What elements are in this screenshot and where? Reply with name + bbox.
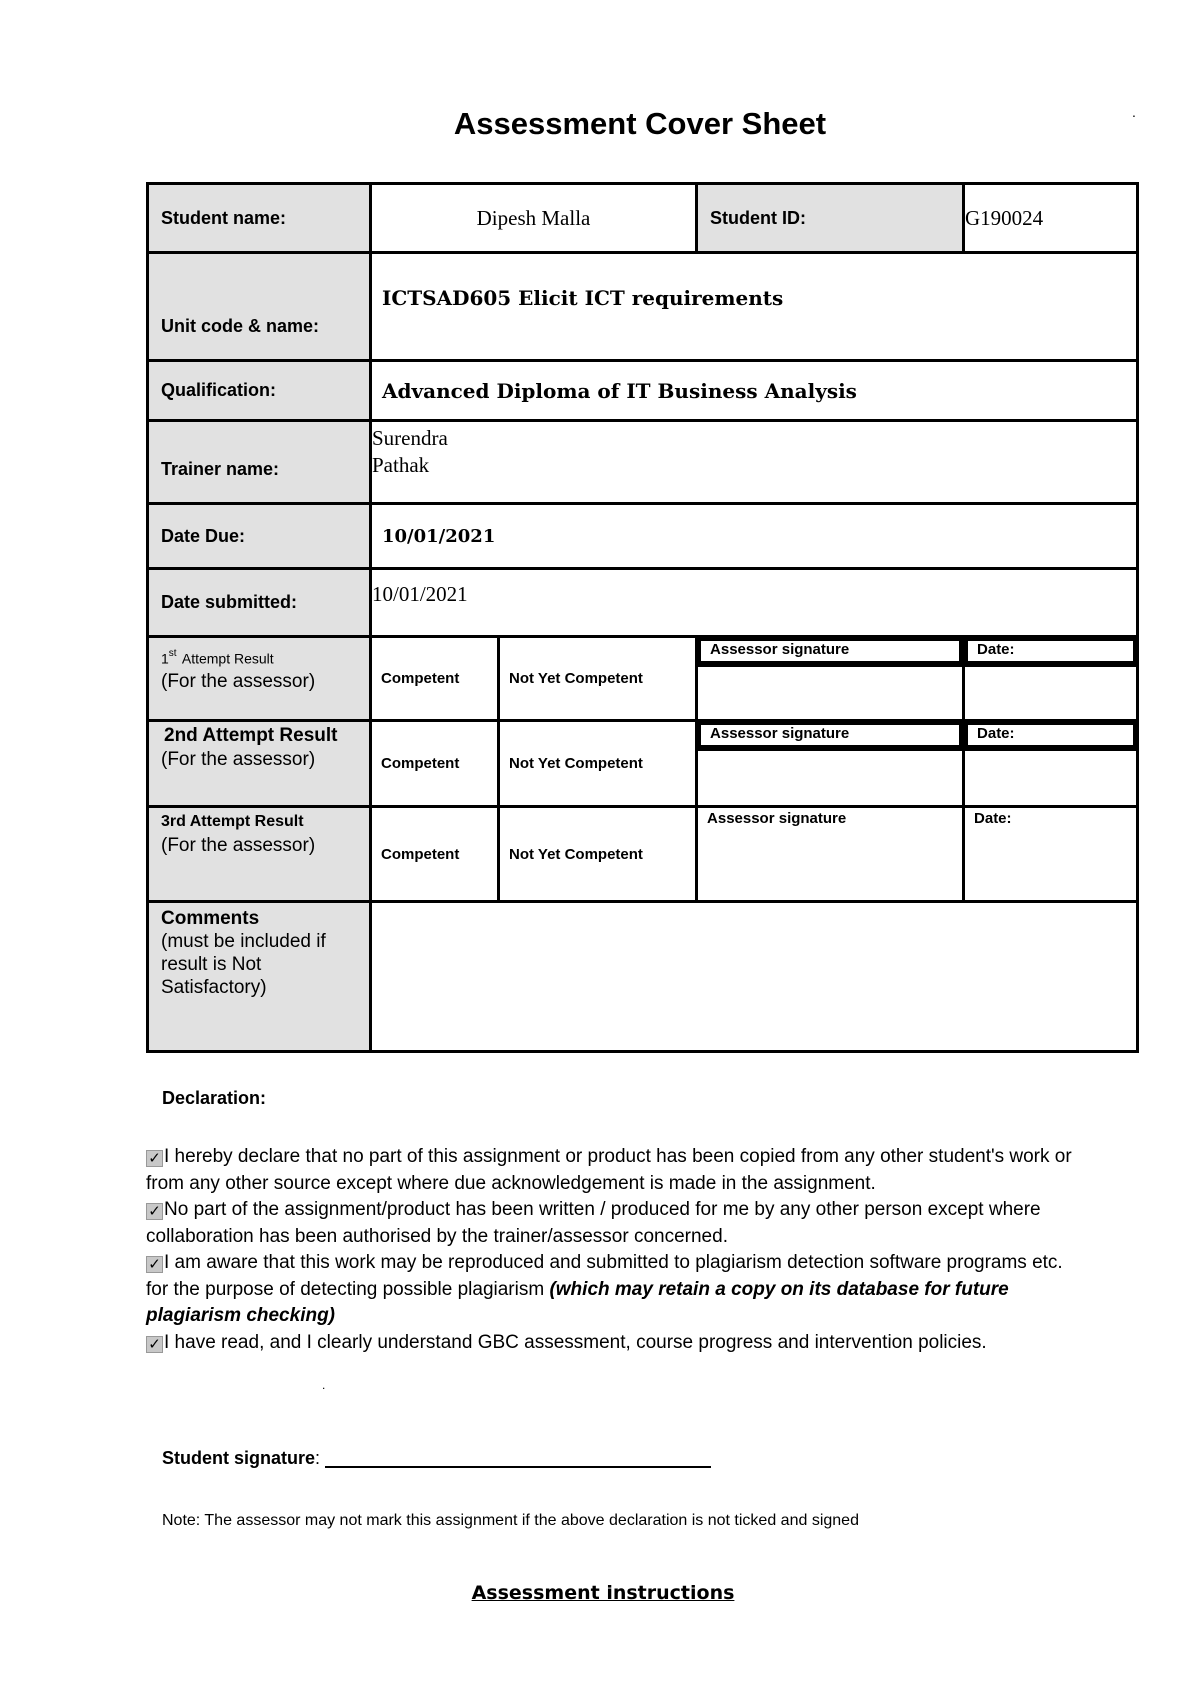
row-unit [148, 253, 1138, 361]
date-submitted-label: Date submitted: [148, 569, 371, 637]
attempt-3-sub: (For the assessor) [161, 835, 316, 856]
trainer-first-name: Surendra [372, 426, 448, 450]
student-name-value[interactable]: Dipesh Malla [371, 184, 697, 253]
attempt-2-signature-label: Assessor signature [700, 724, 961, 747]
attempt-3-competent[interactable]: Competent [371, 807, 499, 902]
attempt-1-sub: (For the assessor) [161, 671, 316, 693]
row-date-due [148, 504, 1138, 569]
row-attempt-1 [148, 637, 1138, 721]
date-submitted-value[interactable]: 10/01/2021 [371, 569, 1138, 637]
checkbox-icon[interactable]: ✓ [146, 1203, 163, 1220]
row-student [148, 184, 1138, 253]
declaration-heading: Declaration: [162, 1088, 267, 1108]
attempt-1-signature-field[interactable] [700, 663, 961, 666]
row-date-submitted [148, 569, 1138, 637]
student-signature-colon: : [315, 1448, 326, 1468]
attempt-2-competent[interactable]: Competent [371, 721, 499, 807]
trainer-last-name: Pathak [372, 453, 430, 477]
comments-note-1: (must be included if [161, 931, 326, 952]
declaration-text-2: No part of the assignment/product has been written / produced for me by any other person except where collaboration has been authorised by the trainer/assessor concerned. [146, 1199, 1041, 1247]
attempt-2-date-field[interactable] [967, 747, 1135, 750]
attempt-1-number: 1 [161, 650, 169, 667]
student-signature [162, 1448, 711, 1469]
row-attempt-3 [148, 807, 1138, 902]
attempt-1-label [148, 637, 371, 721]
comments-note-2: result is Not [161, 954, 262, 975]
row-trainer [148, 421, 1138, 504]
student-signature-label: Student signature [162, 1448, 316, 1468]
attempt-2-date-cell [964, 721, 1138, 807]
student-id-label-text: Student ID: [710, 207, 807, 228]
declaration-item-3 [146, 1250, 1076, 1330]
declaration-item-2 [146, 1197, 1076, 1250]
date-due-value[interactable]: 10/01/2021 [371, 504, 1138, 569]
attempt-3-not-yet-competent[interactable]: Not Yet Competent [499, 807, 697, 902]
attempt-2-signature-field[interactable] [700, 747, 961, 750]
row-attempt-2 [148, 721, 1138, 807]
trainer-label: Trainer name: [148, 421, 371, 504]
attempt-3-signature-cell[interactable] [697, 807, 964, 902]
attempt-1-date-label: Date: [967, 640, 1135, 663]
declaration-item-1 [146, 1144, 1076, 1197]
declaration-note: Note: The assessor may not mark this assignment if the above declaration is not ticked and signed [162, 1512, 859, 1529]
attempt-1-date-field[interactable] [967, 663, 1135, 666]
comments-field[interactable] [371, 902, 1138, 1052]
attempt-1-signature-cell [697, 637, 964, 721]
attempt-2-signature-cell [697, 721, 964, 807]
qualification-label: Qualification: [148, 361, 371, 421]
attempt-3-title: 3rd Attempt Result [161, 813, 304, 830]
comments-label [148, 902, 371, 1052]
attempt-3-signature-label: Assessor signature [707, 810, 847, 827]
date-due-label: Date Due: [148, 504, 371, 569]
attempt-1-not-yet-competent[interactable]: Not Yet Competent [499, 637, 697, 721]
comments-title: Comments [161, 908, 260, 929]
attempt-3-label [148, 807, 371, 902]
attempt-2-not-yet-competent[interactable]: Not Yet Competent [499, 721, 697, 807]
checkbox-icon[interactable]: ✓ [146, 1256, 163, 1273]
unit-value[interactable]: ICTSAD605 Elicit ICT requirements [371, 253, 1138, 361]
attempt-1-title: Attempt Result [181, 650, 274, 667]
declaration-item-4 [146, 1330, 1076, 1357]
attempt-2-label [148, 721, 371, 807]
checkbox-icon[interactable]: ✓ [146, 1150, 163, 1167]
corner-mark: . [1132, 104, 1136, 120]
student-id-value[interactable]: G190024 [964, 184, 1138, 253]
attempt-2-date-label: Date: [967, 724, 1135, 747]
attempt-2-sub: (For the assessor) [161, 749, 316, 770]
attempt-1-suffix: st [168, 648, 177, 659]
page-title: Assessment Cover Sheet [453, 106, 827, 141]
attempt-2-title: 2nd Attempt Result [164, 725, 338, 746]
attempt-3-date-label: Date: [974, 810, 1012, 827]
student-id-label [697, 184, 964, 253]
attempt-1-signature-label: Assessor signature [700, 640, 961, 663]
trainer-value[interactable] [371, 421, 1138, 504]
student-name-label: Student name: [148, 184, 371, 253]
attempt-1-competent[interactable]: Competent [371, 637, 499, 721]
unit-label: Unit code & name: [148, 253, 371, 361]
small-dot: . [322, 1378, 326, 1392]
declaration-list [146, 1144, 1076, 1356]
row-qualification [148, 361, 1138, 421]
row-comments [148, 902, 1138, 1052]
student-signature-field[interactable] [325, 1448, 711, 1468]
cover-table [146, 182, 1139, 1053]
declaration-text-4: I have read, and I clearly understand GBC assessment, course progress and intervention policies. [164, 1331, 987, 1353]
attempt-3-date-cell[interactable] [964, 807, 1138, 902]
declaration-text-3: I am aware that this work may be reproduced and submitted to plagiarism detection software programs etc. for the purpose of detecting possible plagiarism [146, 1252, 1063, 1300]
qualification-value[interactable]: Advanced Diploma of IT Business Analysis [371, 361, 1138, 421]
comments-note-3: Satisfactory) [161, 977, 267, 998]
instructions-heading: Assessment instructions [471, 1582, 735, 1604]
attempt-1-date-cell [964, 637, 1138, 721]
checkbox-icon[interactable]: ✓ [146, 1336, 163, 1353]
declaration-text-1: I hereby declare that no part of this assignment or product has been copied from any other student's work or from any other source except where due acknowledgement is made in the assignment. [146, 1146, 1072, 1194]
declaration-text-3-emphasis: (which may retain a copy on its database for future plagiarism checking) [146, 1278, 1009, 1326]
